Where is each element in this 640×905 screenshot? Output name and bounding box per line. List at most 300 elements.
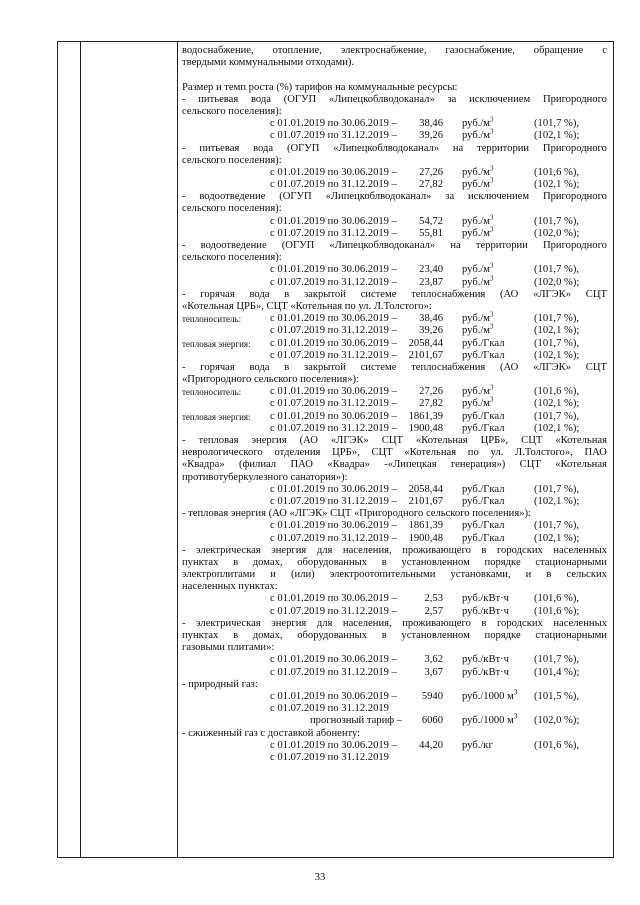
tariff-period: с 01.07.2019 по 31.12.2019 – [270,325,397,337]
word: СЦТ [521,435,543,446]
tariff-unit: руб./м [462,386,490,398]
tariff-growth: (102,0 %); [534,715,580,727]
text-line [182,435,607,447]
tariff-unit: руб./м [462,166,490,178]
tariff-row [182,712,607,727]
word: системе [360,361,397,373]
tariff-growth: (101,5 %), [534,690,580,702]
word: теплоснабжения [411,288,486,300]
word: исключением [469,93,531,105]
word: неврологического [182,447,263,459]
word: «ЛГЭК» [533,288,572,300]
tariff-period: с 01.07.2019 по 31.12.2019 [270,751,389,763]
word: отделения [274,447,321,459]
word: генерация») [450,459,506,471]
text-line [182,679,607,691]
text-line [182,289,607,301]
word: (филиал [239,459,277,471]
word: водоотведение [200,240,267,251]
word: ЦРБ», [332,447,360,459]
text-line [182,581,607,593]
word: населения, [342,617,392,629]
tariff-unit-wrap [462,322,494,337]
word: - природный газ: [182,678,258,690]
word: Пригородного [542,142,607,154]
word: в [284,361,290,373]
word: установленном [401,556,470,568]
text-line [182,191,607,203]
tariff-row [182,667,607,679]
word: отопление, [272,45,322,56]
tariff-growth: (101,7 %), [534,520,580,532]
tariff-row [182,115,607,130]
word: горячая [200,361,235,373]
tariff-row [182,225,607,240]
text-line [182,94,607,106]
tariff-growth: (101,7 %), [534,483,580,495]
tariff-unit-wrap [462,712,518,727]
tariff-unit-superscript: 3 [490,274,494,283]
tariff-growth: (101,7 %), [534,410,580,422]
word: вода [250,93,271,105]
blank-line [182,69,607,81]
text-line [182,472,607,484]
text-line [182,459,607,471]
tariff-value: 38,46 [419,313,443,325]
tariff-unit-wrap [462,606,509,618]
word: с [602,45,607,56]
tariff-period: с 01.07.2019 по 31.12.2019 – [270,227,397,239]
tariff-period: с 01.01.2019 по 30.06.2019 – [270,386,397,398]
word: - [182,240,186,251]
word: ПАО [290,459,313,471]
tariff-period: с 01.07.2019 по 31.12.2019 [270,703,389,715]
word: для [316,544,333,556]
word: населенных пунктах: [182,581,278,593]
word: в [284,288,290,300]
tariff-text-cell [182,45,607,764]
tariff-unit: руб./кг [462,739,493,751]
tariff-unit-wrap [462,115,494,130]
tariff-growth: (101,7 %), [534,337,580,349]
tariff-row [182,593,607,605]
word: территории [475,240,528,251]
text-line [182,728,607,740]
tariff-period: с 01.01.2019 по 30.06.2019 – [270,593,397,605]
tariff-value: 38,46 [419,118,443,130]
tariff-growth: (101,6 %), [534,386,580,398]
word: «Квадра» [182,459,225,471]
word: закрытой [303,361,346,373]
word: проживающего [402,544,471,556]
tariff-unit-superscript: 3 [490,395,494,404]
tariff-unit-superscript: 3 [490,261,494,270]
tariff-period: с 01.07.2019 по 31.12.2019 – [270,495,397,507]
word: закрытой [303,288,346,300]
word: «Пригородного сельского поселения»): [182,374,359,386]
tariff-value: 3,62 [424,654,443,666]
tariff-unit: руб./Гкал [462,520,505,532]
word: за [447,93,457,105]
word: газовыми плитами»: [182,642,275,654]
tariff-value: 27,26 [419,166,443,178]
tariff-unit-wrap [462,654,509,666]
word: энергия [271,617,307,629]
word: (ОГУП [283,93,317,105]
tariff-unit: руб./кВт·ч [462,593,509,605]
word: ЦРБ», [480,435,509,446]
word: - [182,361,186,373]
word: сельского поселения): [182,105,282,117]
word: сельского поселения): [182,203,282,215]
text-line [182,106,607,118]
tariff-row [182,338,607,350]
tariff-unit: руб./Гкал [462,337,505,349]
word: «ЛГЭК» [533,361,572,373]
word: Пригородного [542,93,607,105]
tariff-unit-superscript: 3 [513,712,518,721]
tariff-period: с 01.07.2019 по 31.12.2019 – [270,276,397,288]
tariff-unit: руб./кВт·ч [462,605,509,617]
word: вода [253,142,274,154]
tariff-unit: руб./Гкал [462,349,505,361]
word: СЦТ [371,447,393,459]
word: СЦТ [585,361,607,373]
tariff-value: 39,26 [419,130,443,142]
tariff-row [182,520,607,532]
tariff-growth: (102,1 %); [534,422,580,434]
word: «Котельная [555,435,607,446]
word: (АО [299,435,318,446]
text-line [182,569,607,581]
word: (ОГУП [286,142,320,154]
word: сельского поселения): [182,154,282,166]
tariff-unit-wrap [462,261,494,276]
word: системе [360,288,397,300]
tariff-row [182,484,607,496]
tariff-unit: руб./м [462,313,490,325]
tariff-value: 2,53 [424,593,443,605]
tariff-unit-wrap [462,383,494,398]
tariff-unit-superscript: 3 [490,127,494,136]
word: и [525,569,532,581]
tariff-growth: (102,1 %); [534,532,580,544]
word: сельских [566,569,607,581]
word: питьевая [199,142,240,154]
tariff-period: с 01.01.2019 по 30.06.2019 – [270,166,397,178]
word: стационарными [535,556,607,568]
tariff-value: 23,40 [419,264,443,276]
word: (АО [500,288,519,300]
word: пунктах [182,630,219,641]
word: «Липецкоблводоканал» [328,93,435,105]
tariff-growth: (101,7 %), [534,264,580,276]
word: (или) [291,569,315,581]
tariff-unit: руб./Гкал [462,495,505,507]
tariff-value: 1861,39 [408,410,443,422]
tariff-unit-wrap [462,496,505,508]
tariff-unit-wrap [462,213,494,228]
text-line [182,240,607,252]
word: - [182,93,186,105]
tariff-value: 2101,67 [408,349,443,361]
tariff-row [182,383,607,398]
tariff-value: 2,57 [424,605,443,617]
word: пунктах [182,556,219,568]
word: ПАО [584,447,607,459]
word: газоснабжение, [445,45,515,56]
word: энергия [251,435,287,446]
word: Л.Толстого», [515,447,573,459]
word: в [233,630,239,641]
tariff-growth: (101,4 %); [534,666,580,678]
tariff-value: 6060 [421,715,443,727]
word: Пригородного [542,191,607,203]
tariff-period: с 01.07.2019 по 31.12.2019 – [270,666,397,678]
tariff-unit-wrap [462,164,494,179]
tariff-unit-superscript: 3 [490,322,494,331]
tariff-row [182,350,607,362]
word: - [182,288,186,300]
word: в [381,556,387,568]
tariff-row [182,176,607,191]
tariff-label: теплоноситель: [182,387,242,398]
text-line [182,143,607,155]
tariff-period: с 01.01.2019 по 30.06.2019 – [270,313,397,325]
word: «Котельная [415,435,468,446]
tariff-unit: руб./м [462,264,490,276]
word: теплоснабжения [411,361,486,373]
word: (ОГУП [279,191,312,203]
word: энергия [271,544,307,556]
word: электроснабжение, [340,45,427,56]
text-line [182,301,607,313]
word: горячая [200,288,235,300]
column-divider [177,42,178,857]
tariff-growth: (101,6 %), [534,739,580,751]
tariff-unit: руб./Гкал [462,422,505,434]
word: вода [249,361,270,373]
word: установленном [401,630,470,641]
tariff-period: с 01.01.2019 по 30.06.2019 – [270,337,397,349]
tariff-row [182,688,607,703]
tariff-value: 27,26 [419,386,443,398]
tariff-row [182,213,607,228]
column-divider [80,42,81,857]
tariff-unit: руб./Гкал [462,410,505,422]
tariff-period: с 01.01.2019 по 30.06.2019 – [270,483,397,495]
tariff-period: с 01.01.2019 по 30.06.2019 – [270,215,397,227]
tariff-growth: (102,1 %); [534,130,580,142]
word: СЦТ [585,288,607,300]
word: для [316,617,333,629]
tariff-row [182,274,607,289]
word: электрическая [196,544,261,556]
word: - [182,544,186,556]
tariff-period: с 01.01.2019 по 30.06.2019 – [270,264,397,276]
text-line [182,508,607,520]
tariff-unit-wrap [462,310,494,325]
tariff-row [182,322,607,337]
tariff-period: с 01.07.2019 по 31.12.2019 – [270,179,397,191]
tariff-label: тепловая энергия: [182,338,251,349]
tariff-value: 2101,67 [408,495,443,507]
tariff-growth: (102,0 %); [534,227,580,239]
text-line [182,252,607,264]
word: СЦТ [519,459,541,471]
word: установками, [450,569,511,581]
tariff-row [182,423,607,435]
tariff-growth: (101,7 %), [534,215,580,227]
tariff-unit-wrap [462,520,505,532]
word: «ЛГЭК» [330,435,369,446]
tariff-growth: (101,6 %); [534,605,580,617]
text-line [182,45,607,57]
tariff-unit: руб./кВт·ч [462,654,509,666]
word: - сжиженный газ с доставкой абоненту: [182,727,361,739]
tariff-value: 27,82 [419,179,443,191]
word: порядке [484,630,521,641]
tariff-row [182,740,607,752]
tariff-row [182,533,607,545]
text-line [182,155,607,167]
word: электроплитами [182,569,256,581]
word: питьевая [198,93,239,105]
tariff-value: 55,81 [419,227,443,239]
tariff-unit: руб./1000 м [462,715,514,727]
tariff-row [182,127,607,142]
word: (ОГУП [281,240,315,251]
tariff-value: 1900,48 [408,532,443,544]
text-line [182,545,607,557]
tariff-value: 2058,44 [408,337,443,349]
tariff-value: 44,20 [419,739,443,751]
tariff-unit: руб./1000 м [462,690,514,702]
tariff-unit: руб./м [462,179,490,191]
word: «Котельная ЦРБ», СЦТ «Котельная по ул. Л.Толстого»: [182,300,432,312]
tariff-value: 3,67 [424,666,443,678]
word: городских [496,544,543,556]
tariff-unit: руб./м [462,215,490,227]
tariff-growth: (101,7 %), [534,313,580,325]
word: оборудованных [297,630,368,641]
tariff-unit-wrap [462,423,505,435]
word: противотуберкулезного санатория»): [182,471,348,483]
tariff-unit: руб./Гкал [462,483,505,495]
word: городских [496,617,543,629]
word: и [270,569,276,581]
tariff-period: с 01.01.2019 по 30.06.2019 – [270,520,397,532]
text-line [182,618,607,630]
tariff-period: с 01.07.2019 по 31.12.2019 – [270,532,397,544]
text-line [182,374,607,386]
word: - тепловая энергия (АО «ЛГЭК» СЦТ «Пригородного сельского поселения»): [182,508,531,520]
tariff-unit-wrap [462,533,505,545]
tariff-unit-wrap [462,411,505,423]
tariff-unit-superscript: 3 [490,176,494,185]
tariff-period: с 01.07.2019 по 31.12.2019 – [270,398,397,410]
tariff-unit-wrap [462,395,494,410]
tariff-unit-superscript: 3 [490,383,494,392]
tariff-period: с 01.01.2019 по 30.06.2019 – [270,118,397,130]
tariff-unit-wrap [462,593,509,605]
tariff-unit-wrap [462,350,505,362]
tariff-period: с 01.01.2019 по 30.06.2019 – [270,739,397,751]
tariff-value: 54,72 [419,215,443,227]
word: сельского поселения): [182,252,282,264]
word: твердыми коммунальными отходами). [182,57,355,69]
word: вода [249,288,270,300]
tariff-growth: (101,7 %), [534,654,580,666]
word: «Котельная [555,459,607,471]
tariff-value: 1900,48 [408,422,443,434]
section-heading: Размер и темп роста (%) тарифов на коммунальные ресурсы: [182,81,458,93]
tariff-row [182,411,607,423]
word: водоотведение [199,191,266,203]
tariff-row [182,606,607,618]
tariff-growth: (102,1 %); [534,325,580,337]
tariff-unit-wrap [462,176,494,191]
word: домах, [252,556,283,568]
word: СЦТ [381,435,403,446]
tariff-growth: (102,1 %); [534,179,580,191]
word: населенных [553,617,607,629]
tariff-unit-wrap [462,688,518,703]
word: Пригородного [542,240,607,251]
tariff-unit-superscript: 3 [513,688,518,697]
word: в [233,556,239,568]
tariff-unit-superscript: 3 [490,115,494,124]
word: стационарными [535,630,607,641]
tariff-unit: руб./м [462,325,490,337]
tariff-unit: руб./м [462,398,490,410]
word: -«Липецкая [384,459,437,471]
text-line [182,362,607,374]
tariff-row [182,164,607,179]
tariff-unit: руб./м [462,276,490,288]
word: - [182,617,186,629]
tariff-row [182,261,607,276]
word: в [481,617,487,629]
tariff-period: с 01.01.2019 по 30.06.2019 – [270,410,397,422]
word: населения, [342,544,392,556]
word: «Липецкоблводоканал» [329,240,436,251]
word: ул. [490,447,504,459]
text-line [182,447,607,459]
word: в [481,544,487,556]
tariff-row [182,703,607,715]
word: исключением [468,191,530,203]
tariff-value: 1861,39 [408,520,443,532]
tariff-period: с 01.07.2019 по 31.12.2019 – [270,349,397,361]
word: «Котельная [404,447,457,459]
tariff-label: теплоноситель: [182,314,242,325]
word: электрическая [196,617,261,629]
word: - [182,191,186,203]
tariff-growth: (101,7 %), [534,118,580,130]
page-number: 33 [314,872,326,883]
tariff-unit-wrap [462,484,505,496]
word: - [182,435,186,446]
word: по [467,447,479,459]
tariff-growth: (101,6 %), [534,593,580,605]
tariff-unit-superscript: 3 [490,310,494,319]
tariff-value: 39,26 [419,325,443,337]
tariff-row [182,395,607,410]
tariff-growth: (102,0 %); [534,276,580,288]
word: в [546,569,552,581]
word: проживающего [402,617,471,629]
